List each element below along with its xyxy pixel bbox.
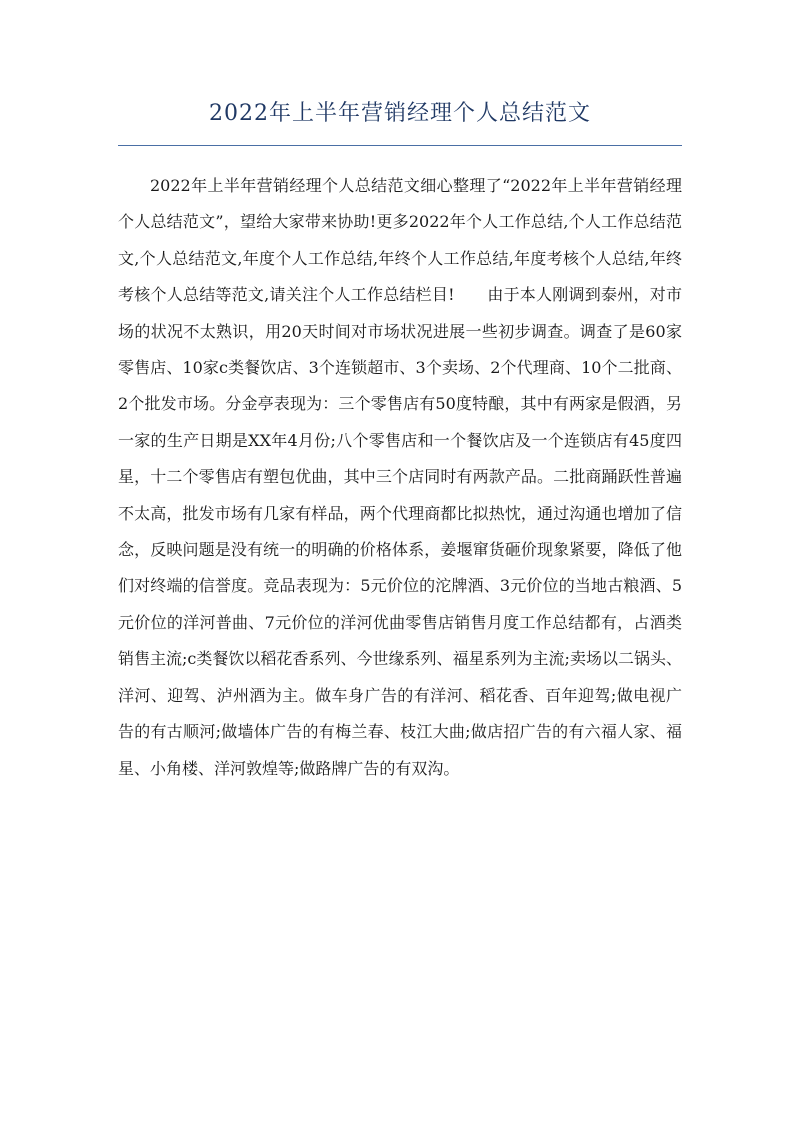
document-body — [118, 168, 682, 787]
body-paragraph: 2022年上半年营销经理个人总结范文细心整理了“2022年上半年营销经理个人总结范文”，望给大家带来协助!更多2022年个人工作总结,个人工作总结范文,个人总结范文,年度个人工作总结,年终个人工作总结,年度考核个人总结,年终考核个人总结等范文,请关注个人工作总结栏目! 由于本人刚调到泰州，对市场的状况不太熟识，用20天时间对市场状况进展一些初步调查。调查了是60家零售店、10家c类餐饮店、3个连锁超市、3个卖场、2个代理商、10个二批商、2个批发市场。分金亭表现为：三个零售店有50度特酿，其中有两家是假酒，另一家的生产日期是XX年4月份;八个零售店和一个餐饮店及一个连锁店有45度四星，十二个零售店有塑包优曲，其中三个店同时有两款产品。二批商踊跃性普遍不太高，批发市场有几家有样品，两个代理商都比拟热忱，通过沟通也增加了信念，反映问题是没有统一的明确的价格体系，姜堰窜货砸价现象紧要，降低了他们对终端的信誉度。竞品表现为：5元价位的沱牌酒、3元价位的当地古粮酒、5元价位的洋河普曲、7元价位的洋河优曲零售店销售月度工作总结都有，占酒类销售主流;c类餐饮以稻花香系列、今世缘系列、福星系列为主流;卖场以二锅头、洋河、迎驾、泸州酒为主。做车身广告的有洋河、稻花香、百年迎驾;做电视广告的有古顺河;做墙体广告的有梅兰春、枝江大曲;做店招广告的有六福人家、福星、小角楼、洋河敦煌等;做路牌广告的有双沟。 — [118, 176, 682, 778]
document-title: 2022年上半年营销经理个人总结范文 — [209, 101, 591, 126]
title-underline — [118, 145, 682, 146]
